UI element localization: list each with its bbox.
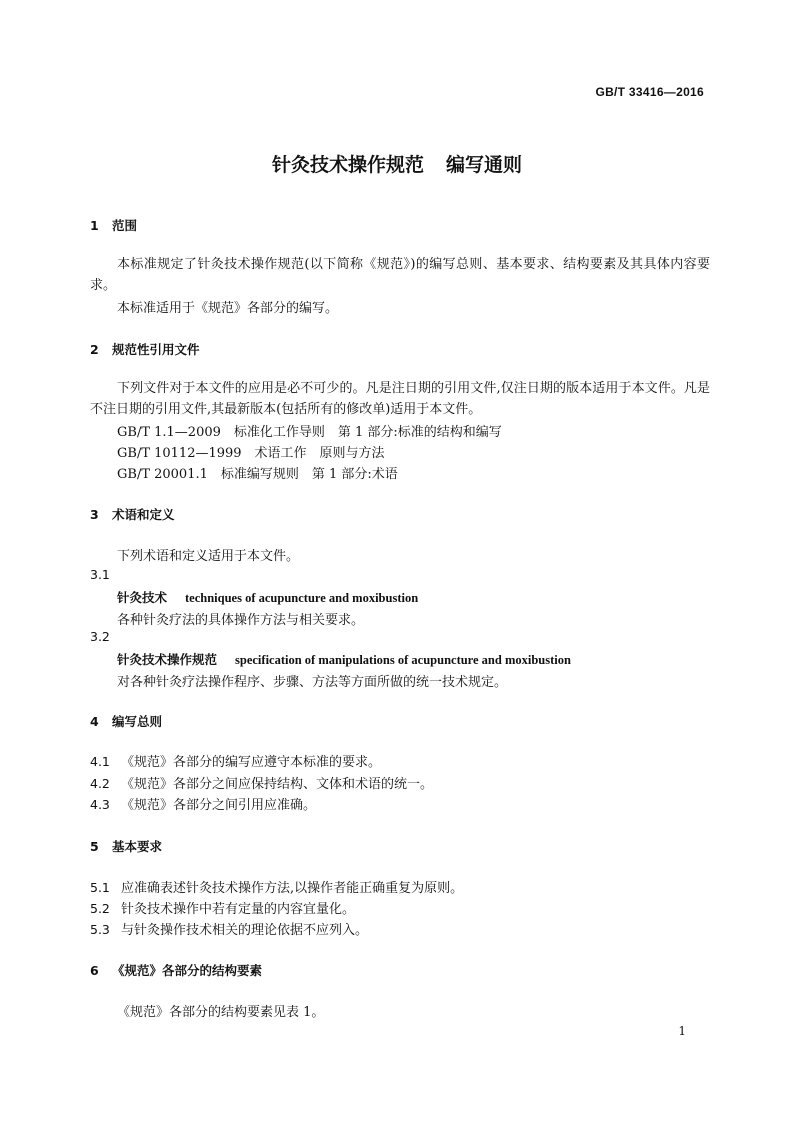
normative-reference: GB/T 10112—1999 术语工作 原则与方法: [117, 446, 385, 461]
list-item: 5.2 针灸技术操作中若有定量的内容宜量化。: [90, 901, 356, 917]
term-number: 3.1: [90, 567, 110, 582]
document-code: GB/T 33416—2016: [595, 85, 704, 99]
section-6-heading: 6 《规范》各部分的结构要素: [90, 963, 263, 978]
section-2-heading: 2 规范性引用文件: [90, 342, 200, 357]
section-6-paragraph-1: 《规范》各部分的结构要素见表 1。: [117, 1005, 325, 1020]
title-part-1: 针灸技术操作规范: [271, 154, 424, 176]
section-4-heading: 4 编写总则: [90, 714, 163, 729]
section-3-heading: 3 术语和定义: [90, 507, 175, 522]
list-item: 5.1 应准确表述针灸技术操作方法,以操作者能正确重复为原则。: [90, 880, 464, 896]
section-1-heading: 1 范围: [90, 218, 138, 233]
term-definition: 对各种针灸疗法操作程序、步骤、方法等方面所做的统一技术规定。: [117, 675, 508, 690]
term-entry: [117, 650, 571, 668]
list-item: 4.2 《规范》各部分之间应保持结构、文体和术语的统一。: [90, 776, 434, 792]
list-item: 4.3 《规范》各部分之间引用应准确。: [90, 797, 317, 813]
term-english: specification of manipulations of acupuncture and moxibustion: [235, 653, 571, 667]
section-5-heading: 5 基本要求: [90, 839, 163, 854]
term-english: techniques of acupuncture and moxibustion: [185, 591, 419, 605]
term-definition: 各种针灸疗法的具体操作方法与相关要求。: [117, 613, 365, 628]
section-1-paragraph-1: 本标准规定了针灸技术操作规范(以下简称《规范》)的编写总则、基本要求、结构要素及其具体内容要求。: [90, 257, 710, 293]
normative-reference: GB/T 20001.1 标准编写规则 第 1 部分:术语: [117, 467, 398, 482]
term-chinese: 针灸技术操作规范: [117, 652, 218, 667]
page-title: [0, 150, 794, 177]
list-item: 5.3 与针灸操作技术相关的理论依据不应列入。: [90, 922, 369, 938]
term-chinese: 针灸技术: [117, 590, 168, 605]
term-entry: [117, 588, 418, 606]
normative-reference: GB/T 1.1—2009 标准化工作导则 第 1 部分:标准的结构和编写: [117, 425, 502, 440]
section-2-paragraph-1: 下列文件对于本文件的应用是必不可少的。凡是注日期的引用文件,仅注日期的版本适用于本文件。凡是不注日期的引用文件,其最新版本(包括所有的修改单)适用于本文件。: [90, 381, 710, 417]
term-number: 3.2: [90, 629, 110, 644]
title-part-2: 编写通则: [446, 154, 523, 176]
section-3-paragraph-1: 下列术语和定义适用于本文件。: [117, 549, 300, 564]
section-1-paragraph-2: 本标准适用于《规范》各部分的编写。: [117, 301, 339, 316]
page-number: 1: [678, 1024, 686, 1038]
list-item: 4.1 《规范》各部分的编写应遵守本标准的要求。: [90, 754, 382, 770]
